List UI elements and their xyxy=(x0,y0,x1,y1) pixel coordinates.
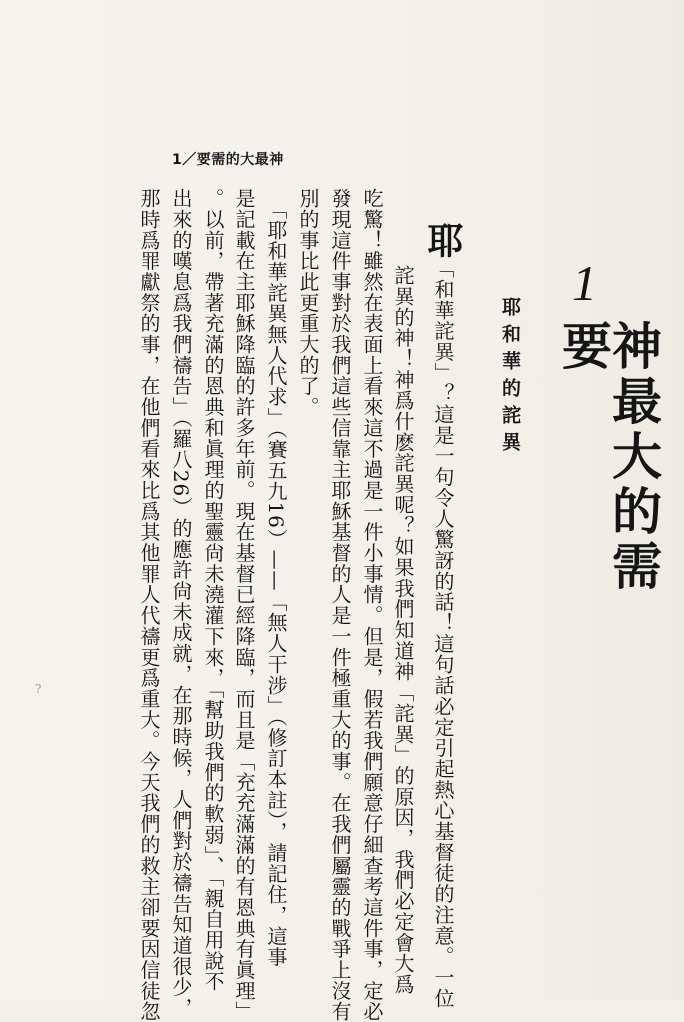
text-column-1 xyxy=(422,222,464,1009)
chapter-number: 1 xyxy=(572,255,597,311)
text-column-10: 那時爲罪獻祭的事，在他們看來比爲其他罪人代禱更爲重大。今天我們的救主卻要因信徒忽 xyxy=(137,188,161,1022)
chapter-title: 神最大的需要 xyxy=(554,320,662,595)
text-column-8: 。以前，帶著充滿的恩典和眞理的聖靈尙未澆灌下來，「幫助我們的軟弱」、「親自用說不 xyxy=(201,188,225,992)
text-column-5: 別的事比此更重大的了。 xyxy=(296,188,320,418)
section-title: 耶和華的詫異 xyxy=(499,297,521,459)
text-column-4: 發現這件事對於我們這些信靠主耶穌基督的人是一件極重大的事。在我們屬靈的戰爭上沒有 xyxy=(328,188,352,1022)
drop-cap: 耶 xyxy=(422,222,464,258)
text-column-7: 是記載在主耶穌降臨的許多年前。現在基督已經降臨，而且是「充充滿滿的有恩典有眞理」 xyxy=(232,188,256,1022)
text-column-9: 出來的嘆息爲我們禱告」（羅八26）的應許尙未成就，在那時候，人們對於禱告知道很少， xyxy=(169,188,193,1019)
text-column-2: 詫異的神！神爲什麽詫異呢？如果我們知道神「詫異」的原因，我們必定會大爲 xyxy=(391,265,415,995)
column-text: 「和華詫異」？這是一句令人驚訝的話！這句話必定引起熱心基督徒的注意。一位 xyxy=(431,258,455,1009)
margin-mark: ? xyxy=(35,682,42,696)
text-column-3: 吃驚！雖然在表面上看來這不過是一件小事情。但是，假若我們願意仔細查考這件事，定必 xyxy=(360,188,384,1022)
text-column-6: 「耶和華詫異無人代求」（賽五九16）——「無人干涉」（修訂本註），請記住，這事 xyxy=(264,188,288,968)
running-header: 1／要需的大最神 xyxy=(172,152,284,168)
